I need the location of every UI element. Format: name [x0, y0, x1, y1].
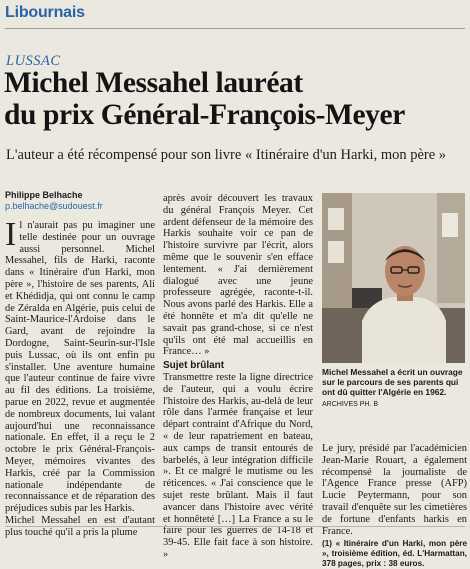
headline-line-1: Michel Messahel lauréat	[4, 67, 303, 99]
paragraph-5: Le jury, présidé par l'académicien Jean-Marie Rouart, a également récompensé la journaliste de l'Agence France presse (AFP) Lucie Peytermann, pour son travail d'enquête sur les cimetières de fortune d'enfants harkis en France.	[322, 443, 467, 537]
paragraph-3: après avoir découvert les travaux du général François Meyer. Cet ardent défenseur de la mémoire des Harkis souhaite voir ce pan de l'histoire survivre par l'écrit, alors même que le souvenir s'en efface lentement. « J'ai dernièrement dialogué avec une jeune professeure agrégée, raconte-t-il. Nous avons parlé des Harkis. Elle a été honnête et m'a dit qu'elle ne savait pas grand-chose, si ce n'est qu'ils ont été mal accueillis en France… »	[163, 193, 313, 358]
paragraph-4: Transmettre reste la ligne directrice de l'auteur, qui a voulu écrire l'histoire des Harkis, au-delà de leur rôle dans l'armée française et leur départ contraint d'Afrique du Nord, « de leur rapatriement en bateau, aux camps de transit entourés de barbelés, à leur intégration difficile ». Et ce malgré le mutisme ou les réticences. « J'ai conscience que le sujet reste brûlant. Mais il faut avancer dans l'histoire avec vérité et honnêteté […] La France a su le faire pour les guerres de 14-18 et 39-45. Elle fait face à son histoire. »	[163, 371, 313, 560]
article-column-2	[163, 193, 313, 561]
book-footnote: (1) « Itinéraire d'un Harki, mon père », troisième édition, éd. L'Harmattan, 378 pages, prix : 38 euros.	[322, 539, 467, 569]
section-divider	[5, 28, 465, 29]
subheading: Sujet brûlant	[163, 360, 225, 372]
footer-divider	[5, 526, 465, 527]
photo-credit: ARCHIVES PH. B	[322, 400, 379, 408]
kicker-location: LUSSAC	[6, 53, 61, 69]
headline-line-2: du prix Général-François-Meyer	[4, 99, 405, 131]
photo-illustration	[322, 193, 465, 363]
caption-text: Michel Messahel a écrit un ouvrage sur le parcours de ses parents qui ont dû quitter l'Algérie en 1962.	[322, 367, 463, 398]
headline	[4, 67, 470, 131]
section-rubric: Libournais	[5, 4, 85, 21]
drop-cap: I	[5, 216, 17, 253]
author-email[interactable]: p.belhache@sudouest.fr	[5, 201, 103, 211]
byline	[5, 190, 103, 212]
author-photo	[322, 193, 465, 363]
paragraph-2: Michel Messahel en est d'autant plus touché qu'il a pris la plume	[5, 514, 155, 538]
paragraph-intro	[5, 216, 155, 515]
article-column-1	[5, 216, 155, 539]
article-column-3	[322, 443, 467, 569]
photo-caption	[322, 367, 467, 410]
author-name: Philippe Belhache	[5, 190, 83, 200]
intro-text: l n'aurait pas pu imaginer une telle destinée pour un ouvrage aussi personnel. Michel Messahel, fils de Harki, raconte dans « Itinéraire d'un Harki, mon père », l'histoire de ses parents, Ali et Khédidja, qui ont connu le camp de Zéralda en Algérie, puis celui de Saint-Maurice-l'Ardoise dans le Gard, avant de rejoindre la Dordogne, Saint-Seurin-sur-l'Isle puis Lussac, où ils ont enfin pu s'installer. Une aventure humaine que l'auteur continue de faire vivre au fil des éditions. La troisième, parue en 2022, revue et augmentée de nombreux documents, lui valant aujourd'hui une reconnaissance nationale. En effet, il a reçu le 2 octobre le prix Général-François-Meyer, mémoires vivantes des Harkis, créé par la Commission nationale indépendante de reconnaissance et de réparation des préjudices subis par les Harkis.	[5, 220, 155, 515]
standfirst: L'auteur a été récompensé pour son livre « Itinéraire d'un Harki, mon père »	[6, 147, 447, 163]
